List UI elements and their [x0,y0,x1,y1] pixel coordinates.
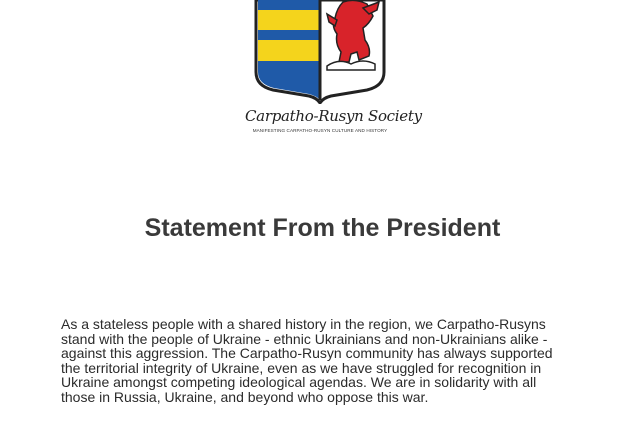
statement-body: As a stateless people with a shared history in the region, we Carpatho-Rusyns stand with the people of Ukraine - ethnic Ukrainians and non-Ukrainians alike - against this aggression. The Carpatho-Rusyn community has always supported the territorial integrity of Ukraine, even as we have struggled for recognition in Ukraine amongst competing ideological agendas. We are in solidarity with all those in Russia, Ukraine, and beyond who oppose this war. [61,316,553,405]
page-title: Statement From the President [144,214,501,242]
society-tagline: MANIFESTING CARPATHO-RUSYN CULTURE AND HISTORY [252,128,388,133]
society-name: Carpatho-Rusyn Society [245,107,422,125]
society-logo[interactable] [245,0,422,140]
coat-of-arms-icon [251,0,389,104]
